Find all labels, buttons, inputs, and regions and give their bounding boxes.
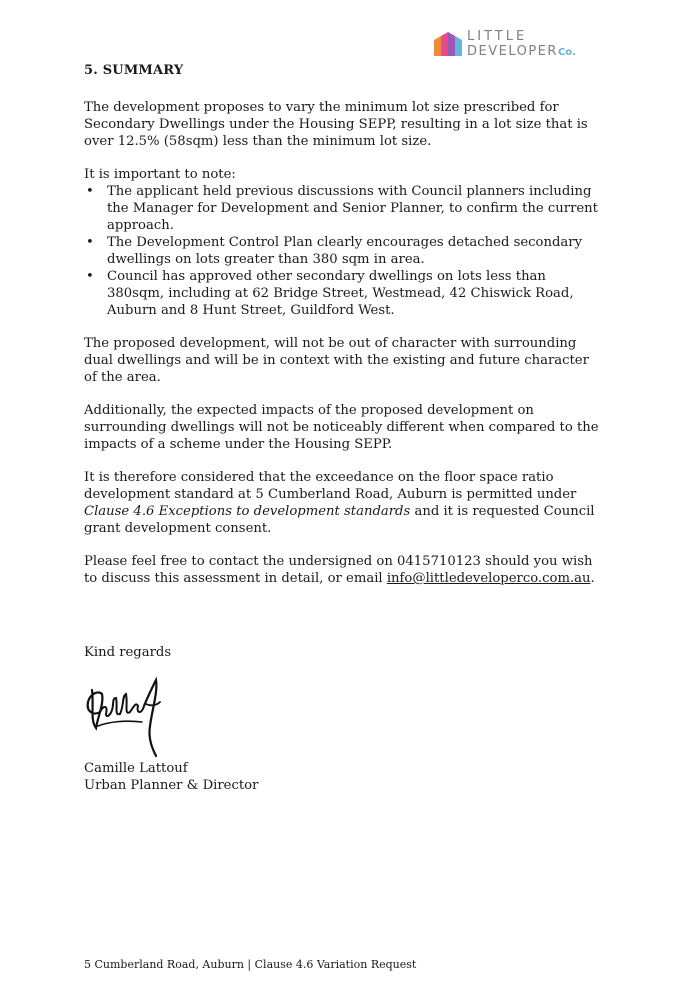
list-item: • The Development Control Plan clearly encourages detached secondary dwellings on lots greater than 380 sqm in area. bbox=[84, 234, 604, 268]
email-link[interactable]: info@littledeveloperco.com.au bbox=[386, 571, 591, 586]
list-item: • The applicant held previous discussions with Council planners including the Manager for Development and Senior Planner, to confirm the current approach. bbox=[84, 183, 604, 234]
notes-list bbox=[84, 183, 604, 319]
character-paragraph: The proposed development, will not be out of character with surrounding dual dwellings and will be in context with the existing and future character of the area. bbox=[84, 336, 589, 385]
clause-reference: Clause 4.6 Exceptions to development standards bbox=[84, 504, 411, 519]
note-lead: It is important to note: bbox=[84, 167, 236, 182]
sign-off-block bbox=[84, 760, 258, 794]
signatory-name: Camille Lattouf bbox=[84, 761, 188, 776]
signature-image bbox=[84, 676, 164, 760]
logo-word-little: LITTLE bbox=[467, 29, 528, 44]
impacts-paragraph: Additionally, the expected impacts of the proposed development on surrounding dwellings will not be noticeably different when compared to the impacts of a scheme under the Housing SEPP. bbox=[84, 403, 599, 452]
page-footer: 5 Cumberland Road, Auburn | Clause 4.6 Variation Request bbox=[84, 958, 417, 971]
logo-suffix: Co. bbox=[557, 47, 576, 58]
logo-mark-icon bbox=[434, 32, 464, 56]
signatory-title: Urban Planner & Director bbox=[84, 778, 259, 793]
salutation: Kind regards bbox=[84, 645, 172, 660]
list-item: • Council has approved other secondary dwellings on lots less than 380sqm, including at 62 Bridge Street, Westmead, 42 Chiswick Road, Auburn and 8 Hunt Street, Guildford West. bbox=[84, 268, 604, 319]
section-heading: 5. SUMMARY bbox=[84, 63, 184, 78]
logo-word-developer: DEVELOPERCo. bbox=[467, 44, 576, 59]
conclusion-paragraph: It is therefore considered that the exceedance on the floor space ratio development standard at 5 Cumberland Road, Auburn is permitted under Clause 4.6 Exceptions to development standards and it is requested Council grant development consent. bbox=[84, 470, 595, 536]
intro-paragraph: The development proposes to vary the minimum lot size prescribed for Secondary Dwellings under the Housing SEPP, resulting in a lot size that is over 12.5% (58sqm) less than the minimum lot size. bbox=[84, 100, 588, 149]
summary-section bbox=[84, 62, 604, 603]
company-logo bbox=[434, 28, 614, 62]
contact-paragraph: Please feel free to contact the undersigned on 0415710123 should you wish to discuss this assessment in detail, or email info@littledeveloperco.com.au. bbox=[84, 554, 595, 586]
